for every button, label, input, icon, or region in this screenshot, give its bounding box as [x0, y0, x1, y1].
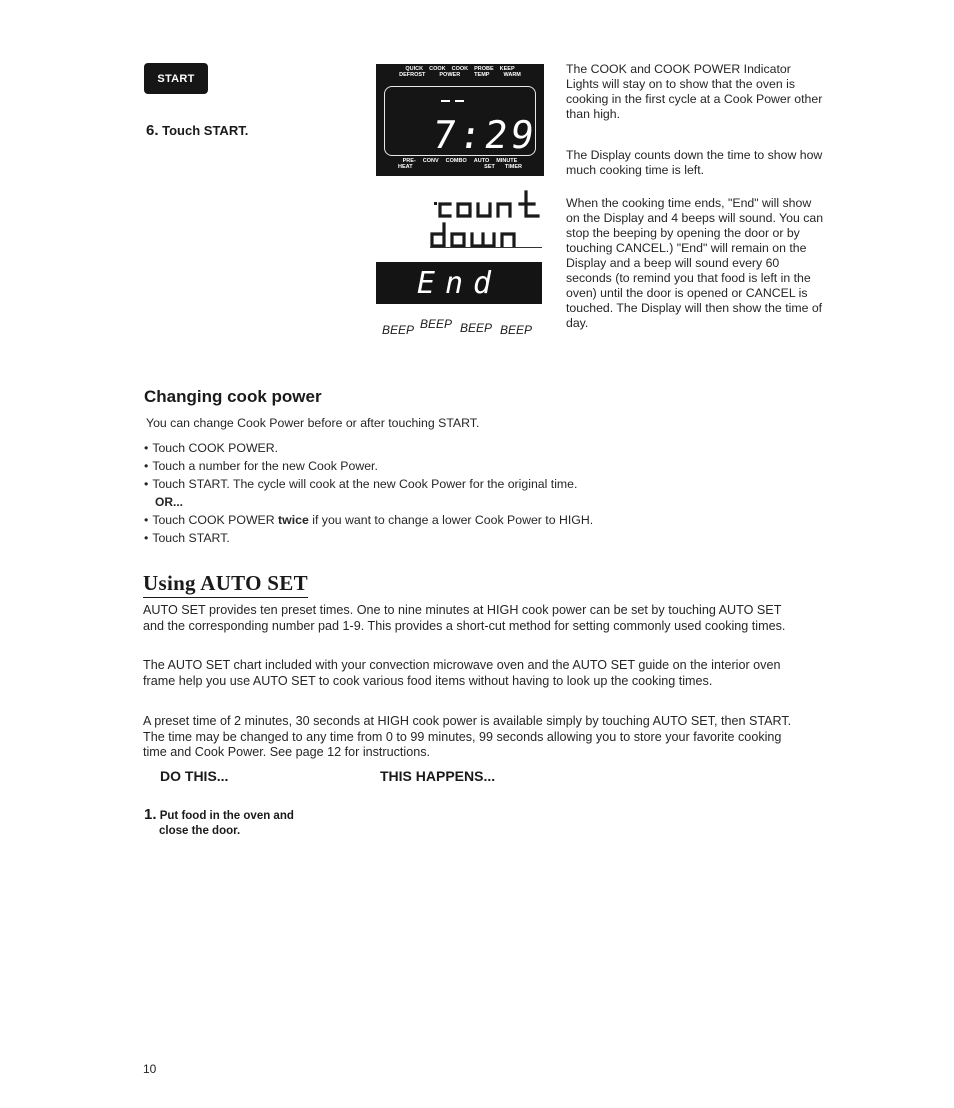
auto-set-paragraph-3: A preset time of 2 minutes, 30 seconds at HIGH cook power is available simply by touching AUTO SET, then START. The time may be changed to any time from 0 to 99 minutes, 99 seconds allowing you to store your favorite cooking time and Cook Power. See page 12 for instructions.	[143, 714, 792, 759]
changing-steps-list	[144, 439, 593, 547]
panel-label: KEEP	[499, 66, 515, 72]
panel-label: MINUTE	[496, 158, 518, 164]
countdown-paragraph: The Display counts down the time to show how much cooking time is left.	[566, 148, 823, 177]
auto-set-paragraph-2: The AUTO SET chart included with your convection microwave oven and the AUTO SET guide on the interior oven frame help you use AUTO SET to cook various food items without having to look up the cooking times.	[143, 658, 781, 688]
control-panel-display	[376, 64, 544, 176]
step-text-line-1: Put food in the oven and	[159, 810, 294, 822]
step-text-line-2: close the door.	[159, 825, 241, 837]
panel-label: POWER	[439, 72, 461, 78]
end-display	[376, 262, 542, 304]
list-item: • Touch START. The cycle will cook at the new Cook Power for the original time.	[144, 475, 593, 493]
count-down-graphic	[430, 188, 546, 250]
do-this-heading: DO THIS...	[160, 768, 229, 784]
panel-bottom-labels	[376, 158, 544, 170]
step-text: Touch START.	[162, 123, 249, 138]
count-down-underline	[430, 247, 542, 248]
panel-label: TIMER	[504, 164, 522, 170]
beep-4: BEEP	[500, 323, 533, 337]
start-key-label: START	[157, 72, 195, 85]
start-key-image	[144, 63, 208, 94]
panel-label: COOK	[451, 66, 469, 72]
end-text: End	[416, 265, 502, 301]
panel-label: WARM	[503, 72, 521, 78]
panel-label: CONV	[422, 158, 439, 164]
panel-label: QUICK	[405, 66, 424, 72]
panel-label: SET	[484, 164, 495, 170]
panel-label: COMBO	[445, 158, 467, 164]
beep-1: BEEP	[382, 323, 415, 337]
beep-3: BEEP	[460, 321, 493, 335]
auto-set-paragraph-1: AUTO SET provides ten preset times. One to nine minutes at HIGH cook power can be set by touching AUTO SET and the corresponding number pad 1-9. This provides a short-cut method for setting commonly used cooking times.	[143, 603, 786, 633]
panel-label: PROBE	[474, 66, 494, 72]
list-item: • Touch START.	[144, 529, 593, 547]
changing-cook-power-heading: Changing cook power	[144, 387, 322, 406]
panel-time-readout: 7:29	[429, 113, 540, 157]
cook-indicator-paragraph: The COOK and COOK POWER Indicator Lights will stay on to show that the oven is cooking in the first cycle at a Cook Power other than high.	[566, 62, 823, 121]
list-item: • Touch a number for the new Cook Power.	[144, 457, 593, 475]
page-number: 10	[143, 1062, 157, 1076]
panel-label: TEMP	[474, 72, 490, 78]
panel-label: AUTO	[473, 158, 490, 164]
auto-set-heading: Using AUTO SET	[143, 571, 308, 598]
panel-label: DEFROST	[399, 72, 426, 78]
list-item: • Touch COOK POWER twice if you want to change a lower Cook Power to HIGH.	[144, 511, 593, 529]
panel-label: COOK	[429, 66, 446, 72]
step-6-instruction	[146, 122, 248, 139]
changing-intro: You can change Cook Power before or after touching START.	[146, 416, 480, 430]
auto-set-step-1	[144, 807, 294, 839]
beep-sounds-graphic	[382, 312, 542, 342]
end-paragraph: When the cooking time ends, "End" will show on the Display and 4 beeps will sound. You can stop the beeping by opening the door or by touching CANCEL.) "End" will remain on the Display and a beep will sound every 60 seconds (to remind you that food is left in the oven) until the door is opened or CANCEL is touched. The Display will then show the time of day.	[566, 196, 824, 330]
panel-screen	[384, 86, 540, 157]
panel-label: PRE-	[402, 158, 416, 164]
list-item: • Touch COOK POWER.	[144, 439, 593, 457]
or-label: OR...	[155, 495, 184, 509]
beep-2: BEEP	[420, 317, 453, 331]
this-happens-heading: THIS HAPPENS...	[380, 768, 496, 784]
panel-top-labels	[376, 66, 544, 78]
indicator-lights-icon	[441, 99, 465, 102]
step-number: 6.	[146, 122, 159, 139]
panel-label: HEAT	[398, 164, 413, 170]
step-number: 1.	[144, 806, 157, 823]
